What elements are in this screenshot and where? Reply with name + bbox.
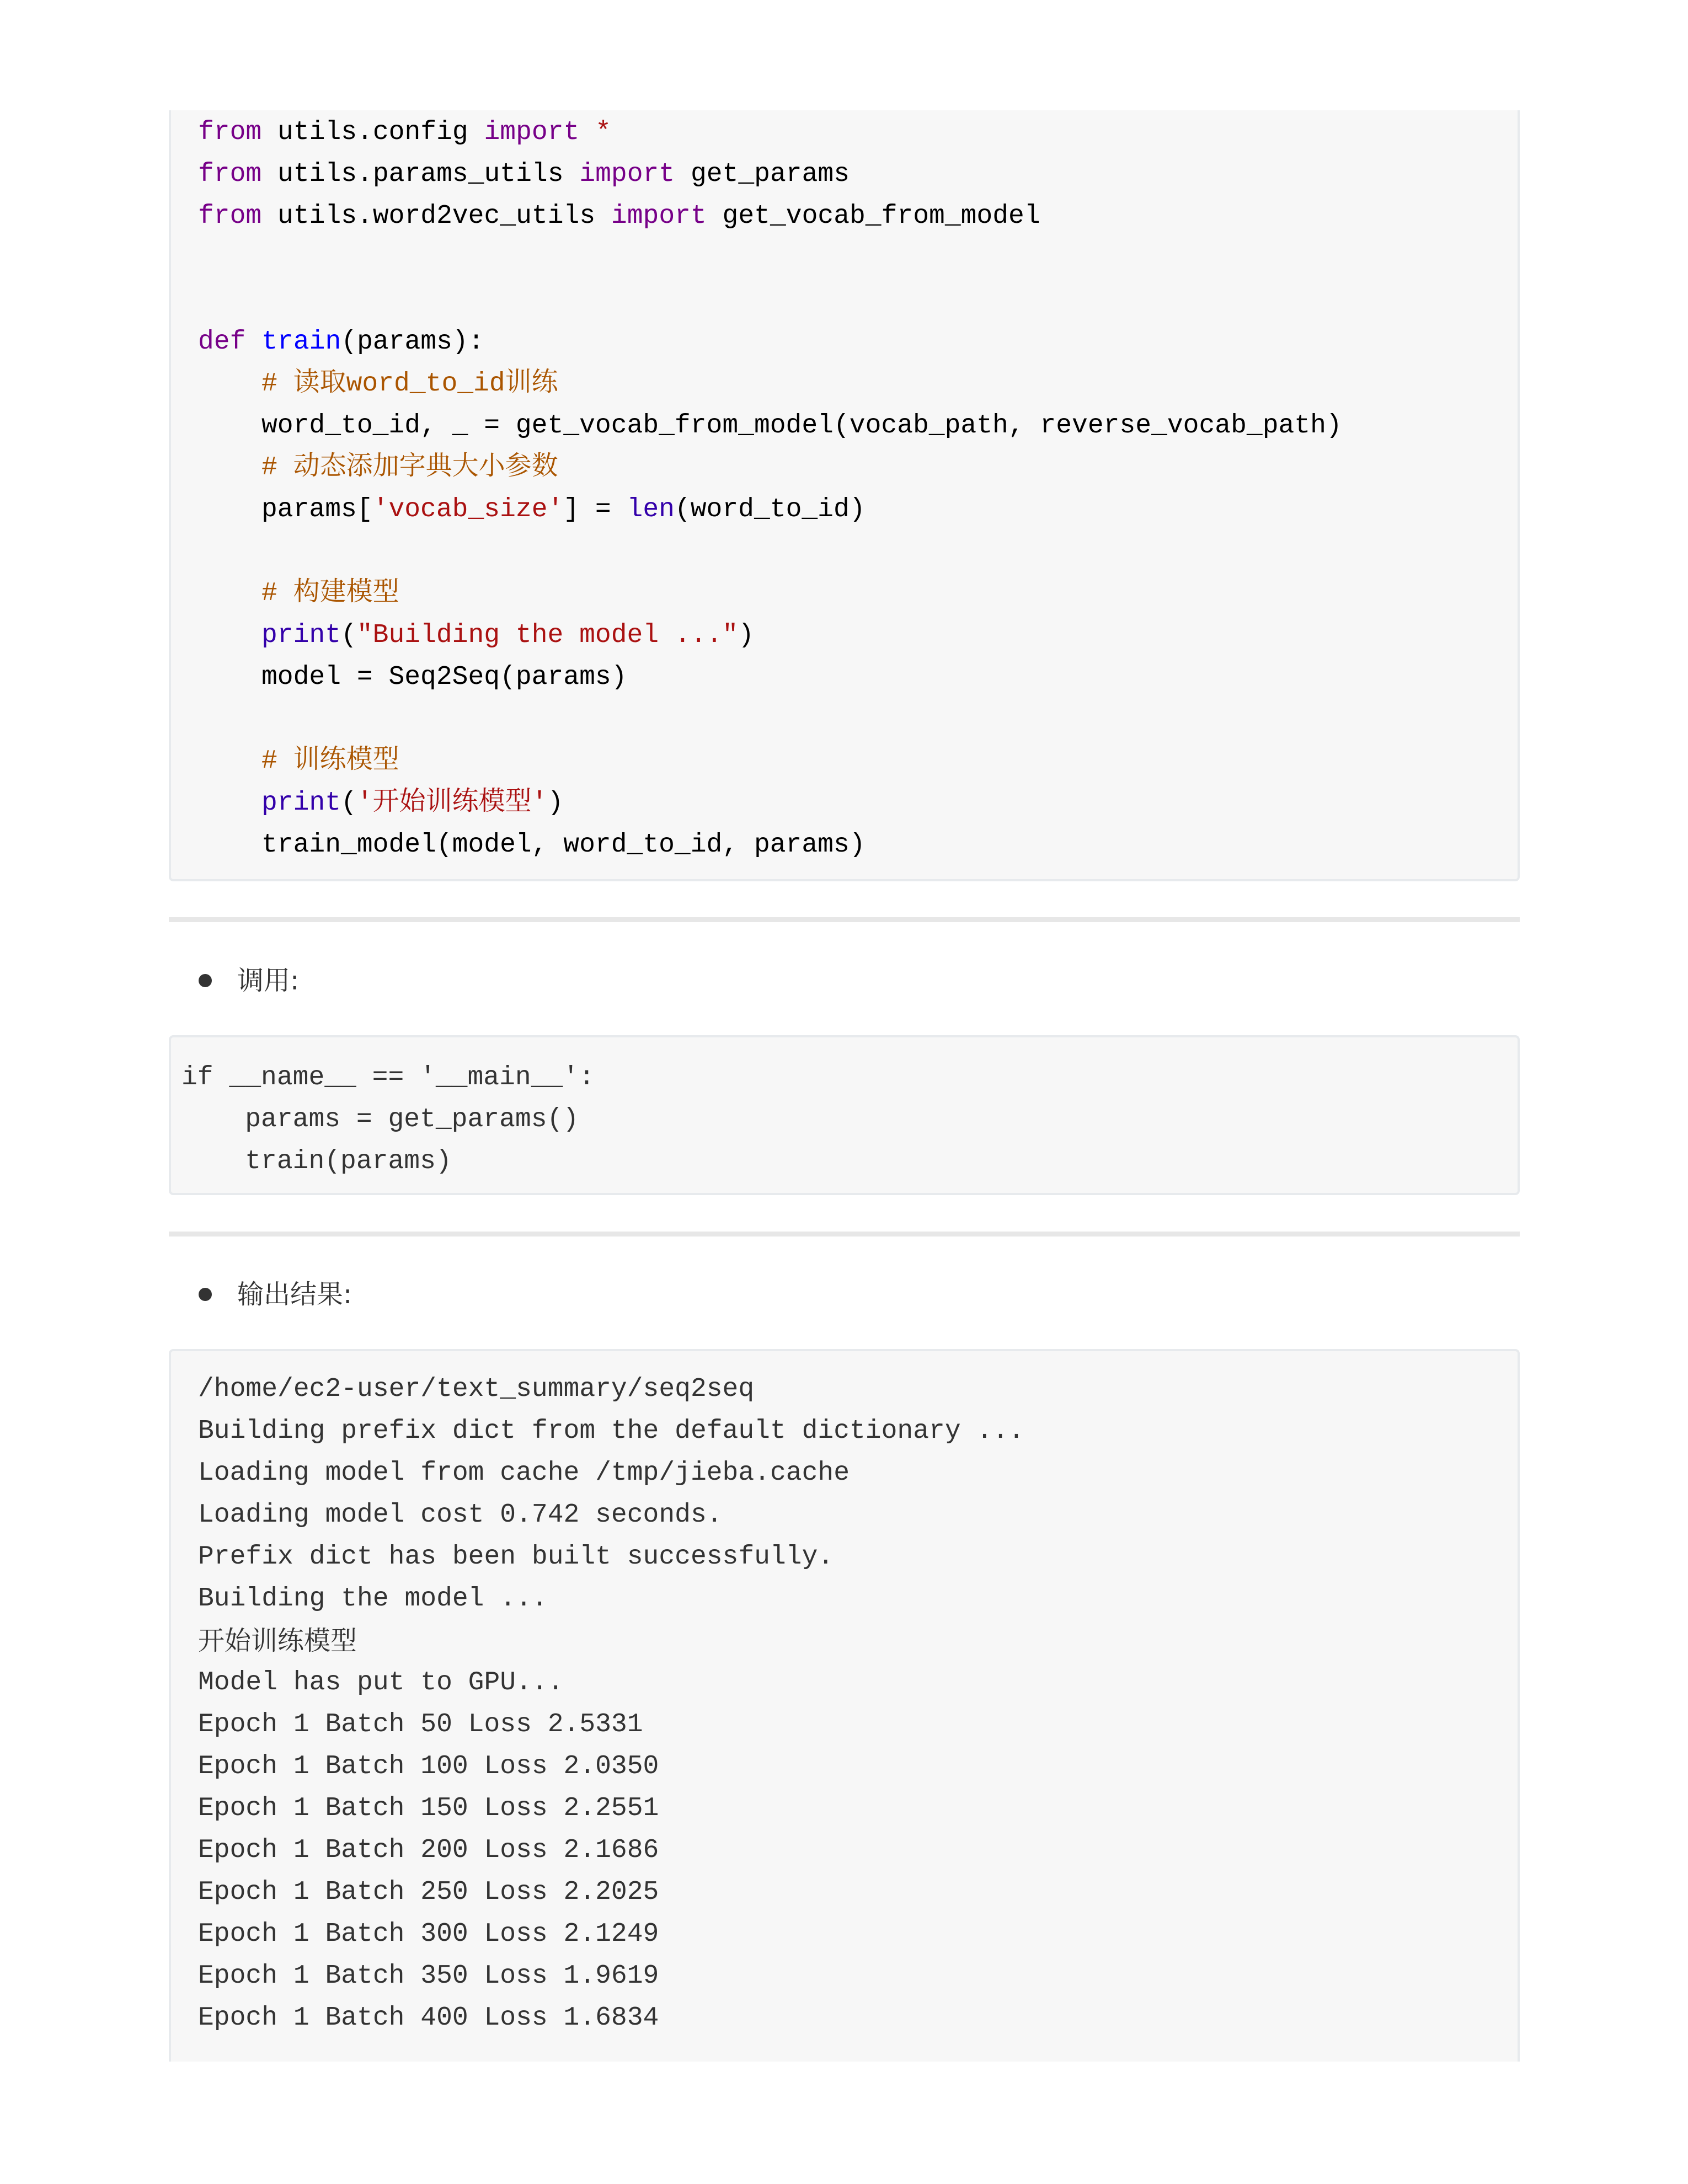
code-line: from utils.params_utils import get_params: [198, 159, 850, 189]
code-line: print('开始训练模型'): [261, 788, 564, 818]
log-line: Epoch 1 Batch 300 Loss 2.1249: [198, 1919, 659, 1949]
code-block-main: [169, 1035, 1520, 1195]
log-line: Building the model ...: [198, 1584, 548, 1614]
bullet-icon: [199, 974, 212, 987]
log-line: Model has put to GPU...: [198, 1668, 564, 1698]
log-line: Loading model cost 0.742 seconds.: [198, 1500, 723, 1530]
code-line: if __name__ == '__main__':: [181, 1063, 595, 1093]
log-line: Prefix dict has been built successfully.: [198, 1542, 834, 1572]
code-block-output-log: [169, 1349, 1520, 2062]
code-line: params['vocab_size'] = len(word_to_id): [261, 495, 866, 524]
code-block-train-function: [169, 110, 1520, 881]
code-comment: # 动态添加字典大小参数: [261, 453, 558, 483]
list-item-label: 调用:: [237, 965, 300, 996]
log-line: Epoch 1 Batch 250 Loss 2.2025: [198, 1877, 659, 1907]
log-line: Epoch 1 Batch 150 Loss 2.2551: [198, 1794, 659, 1823]
log-line: Loading model from cache /tmp/jieba.cache: [198, 1458, 850, 1488]
log-line: Building prefix dict from the default dictionary ...: [198, 1416, 1024, 1446]
code-line: params = get_params(): [181, 1105, 579, 1134]
log-line: Epoch 1 Batch 400 Loss 1.6834: [198, 2003, 659, 2033]
code-line: print("Building the model ..."): [261, 620, 754, 650]
log-line: Epoch 1 Batch 50 Loss 2.5331: [198, 1710, 643, 1739]
log-line: /home/ec2-user/text_summary/seq2seq: [198, 1374, 755, 1404]
code-line: def train(params):: [198, 327, 484, 357]
code-comment: # 构建模型: [261, 579, 399, 608]
log-line: 开始训练模型: [198, 1625, 357, 1656]
code-comment: # 读取word_to_id训练: [261, 369, 558, 399]
log-line: Epoch 1 Batch 200 Loss 2.1686: [198, 1835, 659, 1865]
log-line: Epoch 1 Batch 350 Loss 1.9619: [198, 1961, 659, 1991]
horizontal-rule: [169, 1232, 1520, 1236]
bullet-icon: [199, 1288, 212, 1301]
code-line: from utils.word2vec_utils import get_vocab_from_model: [198, 201, 1040, 231]
horizontal-rule: [169, 917, 1520, 922]
code-line: train_model(model, word_to_id, params): [261, 830, 866, 860]
code-line: word_to_id, _ = get_vocab_from_model(vocab_path, reverse_vocab_path): [261, 411, 1342, 441]
code-line: train(params): [181, 1147, 452, 1176]
code-line: from utils.config import *: [198, 117, 611, 147]
code-line: model = Seq2Seq(params): [261, 662, 627, 692]
log-line: Epoch 1 Batch 100 Loss 2.0350: [198, 1752, 659, 1781]
code-comment: # 训练模型: [261, 746, 399, 776]
list-item-label: 输出结果:: [237, 1279, 352, 1310]
